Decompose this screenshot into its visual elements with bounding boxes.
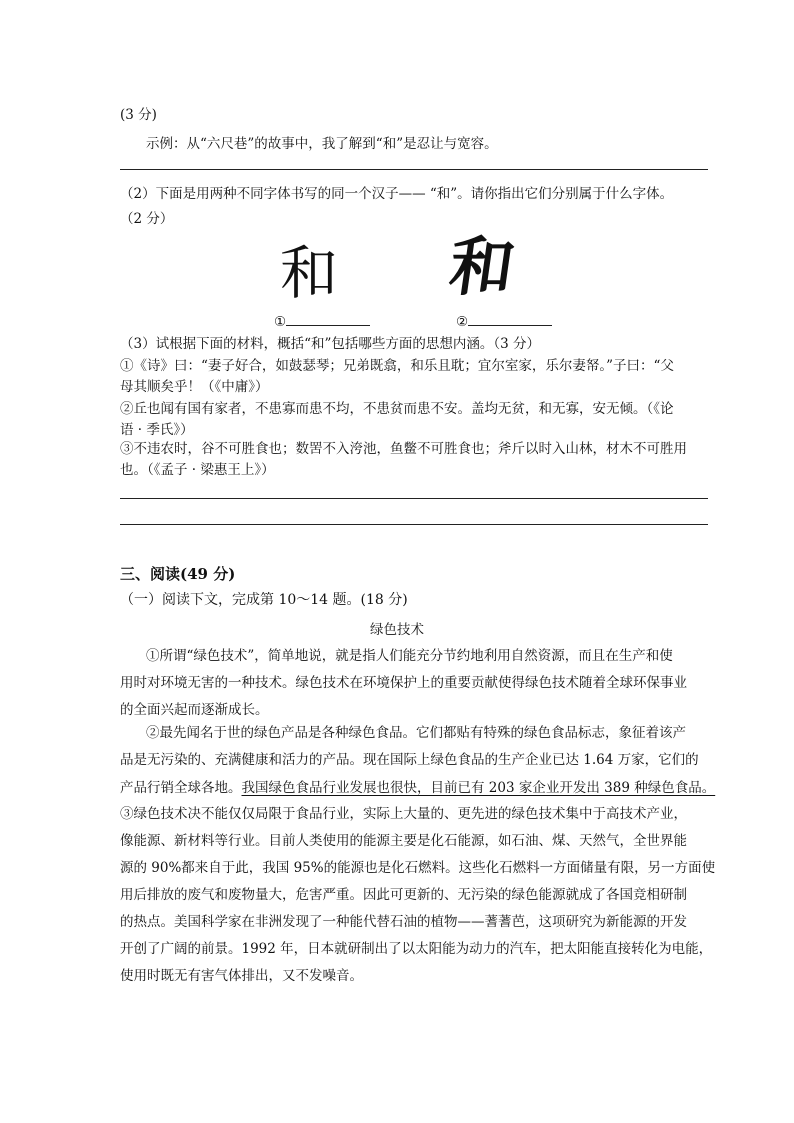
he-glyph-calligraphy: 和	[444, 230, 520, 305]
section-subheading: （一）阅读下文，完成第 10～14 题。(18 分)	[120, 592, 408, 608]
article-line: 使用时既无有害气体排出，又不发噪音。	[120, 968, 363, 984]
question-3-prompt: （3）试根据下面的材料，概括“和”包括哪些方面的思想内涵。（3 分）	[120, 336, 541, 352]
blank-2-line[interactable]	[468, 311, 552, 326]
answer-line	[120, 524, 708, 525]
article-line: 的热点。美国科学家在非洲发现了一种能代替石油的植物——蓍蓍芭，这项研究为新能源的开发	[120, 914, 687, 930]
article-line: ②最先闻名于世的绿色产品是各种绿色食品。它们都贴有特殊的绿色食品标志，象征着该产	[146, 725, 686, 741]
article-line: ③绿色技术决不能仅仅局限于食品行业，实际上大量的、更先进的绿色技术集中于高技术产业，	[120, 806, 687, 822]
blank-2-label: ②	[456, 314, 469, 330]
article-text: 产品行销全球各地。	[120, 780, 242, 796]
blank-1-line[interactable]	[286, 311, 370, 326]
material-2-line-2: 语 · 季氏》）	[120, 422, 194, 438]
article-line: 源的 90%都来自于此，我国 95%的能源也是化石燃料。这些化石燃料一方面储量有限，另一方面使	[120, 860, 716, 876]
article-line: 用时对环境无害的一种技术。绿色技术在环境保护上的重要贡献使得绿色技术随着全球环保事业	[120, 675, 687, 691]
he-glyph-regular: 和	[280, 239, 339, 307]
article-title: 绿色技术	[370, 622, 424, 638]
answer-blank-2[interactable]	[456, 311, 552, 330]
material-3-line-2: 也。（《孟子 · 梁惠王上》）	[120, 462, 275, 478]
score-label: (3 分)	[120, 107, 157, 123]
article-line-mixed	[120, 776, 715, 796]
article-line: 的全面兴起而逐渐成长。	[120, 702, 269, 718]
answer-blank-1[interactable]	[274, 311, 370, 330]
material-1-line-1: ①《诗》曰：“妻子好合，如鼓瑟琴；兄弟既翕，和乐且耽；宜尔室家，乐尔妻帑。”子曰：“父	[120, 358, 674, 374]
section-heading: 三、阅读(49 分)	[120, 565, 236, 583]
material-3-line-1: ③不违农时，谷不可胜食也；数罟不入洿池，鱼鳖不可胜食也；斧斤以时入山林，材木不可胜用	[120, 441, 687, 457]
example-text: 示例：从“六尺巷”的故事中，我了解到“和”是忍让与宽容。	[146, 136, 498, 152]
material-2-line-1: ②丘也闻有国有家者，不患寡而患不均，不患贫而患不安。盖均无贫，和无寡，安无倾。（《论	[120, 401, 674, 417]
article-line: 像能源、新材料等行业。目前人类使用的能源主要是化石能源，如石油、煤、天然气，全世界能	[120, 833, 687, 849]
blank-1-label: ①	[274, 314, 287, 330]
underlined-sentence: 我国绿色食品行业发展也很快，目前已有 203 家企业开发出 389 种绿色食品。	[241, 780, 716, 796]
material-1-line-2: 母其顺矣乎！（《中庸》）	[120, 379, 269, 395]
article-line: 开创了广阔的前景。1992 年，日本就研制出了以太阳能为动力的汽车，把太阳能直接转化为电能，	[120, 941, 713, 957]
answer-line	[120, 498, 708, 499]
article-line: 用后排放的废气和废物量大，危害严重。因此可更新的、无污染的绿色能源就成了各国竞相研制	[120, 887, 687, 903]
question-2-text: （2）下面是用两种不同字体书写的同一个汉子—— “和”。请你指出它们分别属于什么字体。	[120, 186, 674, 202]
article-line: ①所谓“绿色技术”，简单地说，就是指人们能充分节约地利用自然资源，而且在生产和使	[146, 648, 673, 664]
article-line: 品是无污染的、充满健康和活力的产品。现在国际上绿色食品的生产企业已达 1.64 万家，它们的	[120, 752, 699, 768]
answer-line	[120, 169, 708, 170]
question-2-score: （2 分）	[120, 211, 174, 227]
